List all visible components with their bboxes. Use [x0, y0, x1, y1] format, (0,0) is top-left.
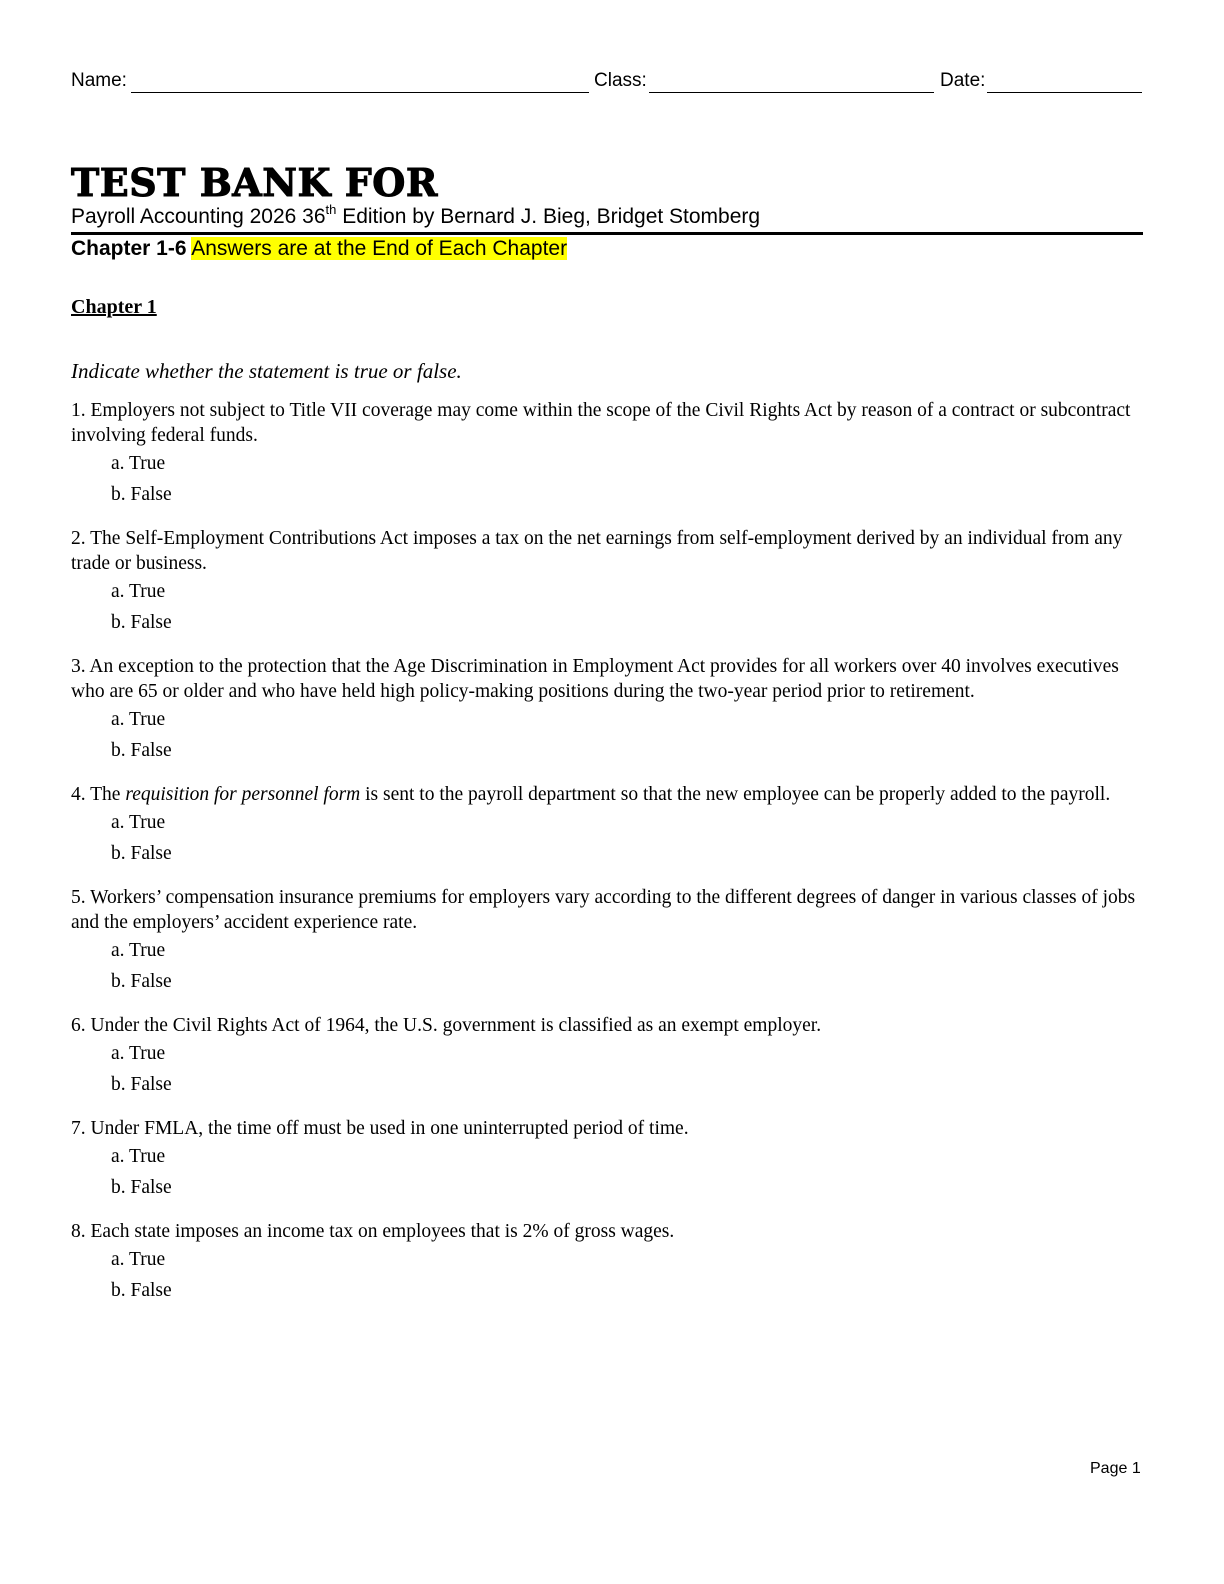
answer-options [71, 1141, 1146, 1203]
chapters-line [71, 235, 1143, 263]
option-false: b. False [111, 843, 172, 864]
answer-options [71, 935, 1146, 997]
option-false: b. False [111, 971, 172, 992]
edition-superscript: th [325, 202, 337, 217]
option-true: a. True [111, 812, 166, 833]
question-text [71, 782, 1146, 807]
option-false: b. False [111, 1177, 172, 1198]
question-text-end: is sent to the payroll department so that the new employee can be properly added to the payroll. [360, 784, 1111, 805]
option-true: a. True [111, 1249, 166, 1270]
question-text: 1. Employers not subject to Title VII coverage may come within the scope of the Civil Rights Act by reason of a contract or subcontract involving federal funds. [71, 400, 1131, 446]
answer-options [71, 448, 1146, 510]
question-text: 2. The Self-Employment Contributions Act imposes a tax on the net earnings from self-employment derived by an individual from any trade or business. [71, 528, 1123, 574]
question-text: 8. Each state imposes an income tax on employees that is 2% of gross wages. [71, 1221, 675, 1242]
question-item [71, 526, 1146, 638]
title-block [71, 160, 1143, 263]
option-true: a. True [111, 1146, 166, 1167]
question-list [71, 398, 1146, 1306]
question-item [71, 1013, 1146, 1100]
document-title: TEST BANK FOR [71, 160, 438, 205]
question-item [71, 654, 1146, 766]
question-text: 6. Under the Civil Rights Act of 1964, the U.S. government is classified as an exempt employer. [71, 1015, 822, 1036]
question-text: 7. Under FMLA, the time off must be used in one uninterrupted period of time. [71, 1118, 689, 1139]
option-false: b. False [111, 612, 172, 633]
chapter-content [71, 292, 1146, 1316]
answer-options [71, 1038, 1146, 1100]
question-italic-term: requisition for personnel form [125, 784, 361, 805]
option-false: b. False [111, 740, 172, 761]
question-item [71, 398, 1146, 510]
question-text: 3. An exception to the protection that the Age Discrimination in Employment Act provides for all workers over 40 involves executives who are 65 or older and who have held high policy-making positions during the two-year period prior to retirement. [71, 656, 1119, 702]
question-text-start: 4. The [71, 784, 126, 805]
chapters-range: Chapter 1-6 [71, 237, 187, 260]
answer-options [71, 807, 1146, 869]
option-false: b. False [111, 1074, 172, 1095]
question-item [71, 782, 1146, 869]
option-true: a. True [111, 940, 166, 961]
book-subtitle [71, 204, 1143, 230]
option-true: a. True [111, 581, 166, 602]
option-true: a. True [111, 453, 166, 474]
name-blank [131, 92, 589, 93]
question-item [71, 1219, 1146, 1306]
chapter-heading: Chapter 1 [71, 296, 157, 318]
student-info-line [71, 70, 1143, 96]
answer-options [71, 576, 1146, 638]
name-label: Name: [71, 70, 127, 91]
page-number: Page 1 [1090, 1460, 1141, 1477]
class-blank [649, 92, 934, 93]
answers-note-highlight: Answers are at the End of Each Chapter [191, 237, 568, 260]
answer-options [71, 704, 1146, 766]
option-false: b. False [111, 1280, 172, 1301]
answer-options [71, 1244, 1146, 1306]
date-blank [987, 92, 1142, 93]
question-text: 5. Workers’ compensation insurance premiums for employers vary according to the different degrees of danger in various classes of jobs and the employers’ accident experience rate. [71, 887, 1136, 933]
question-item [71, 1116, 1146, 1203]
question-item [71, 885, 1146, 997]
option-true: a. True [111, 1043, 166, 1064]
class-label: Class: [594, 70, 647, 91]
option-false: b. False [111, 484, 172, 505]
date-label: Date: [940, 70, 986, 91]
option-true: a. True [111, 709, 166, 730]
section-instructions: Indicate whether the statement is true or false. [71, 359, 462, 383]
subtitle-text: Payroll Accounting 2026 36 [71, 205, 326, 228]
subtitle-authors: Edition by Bernard J. Bieg, Bridget Stomberg [336, 205, 761, 228]
